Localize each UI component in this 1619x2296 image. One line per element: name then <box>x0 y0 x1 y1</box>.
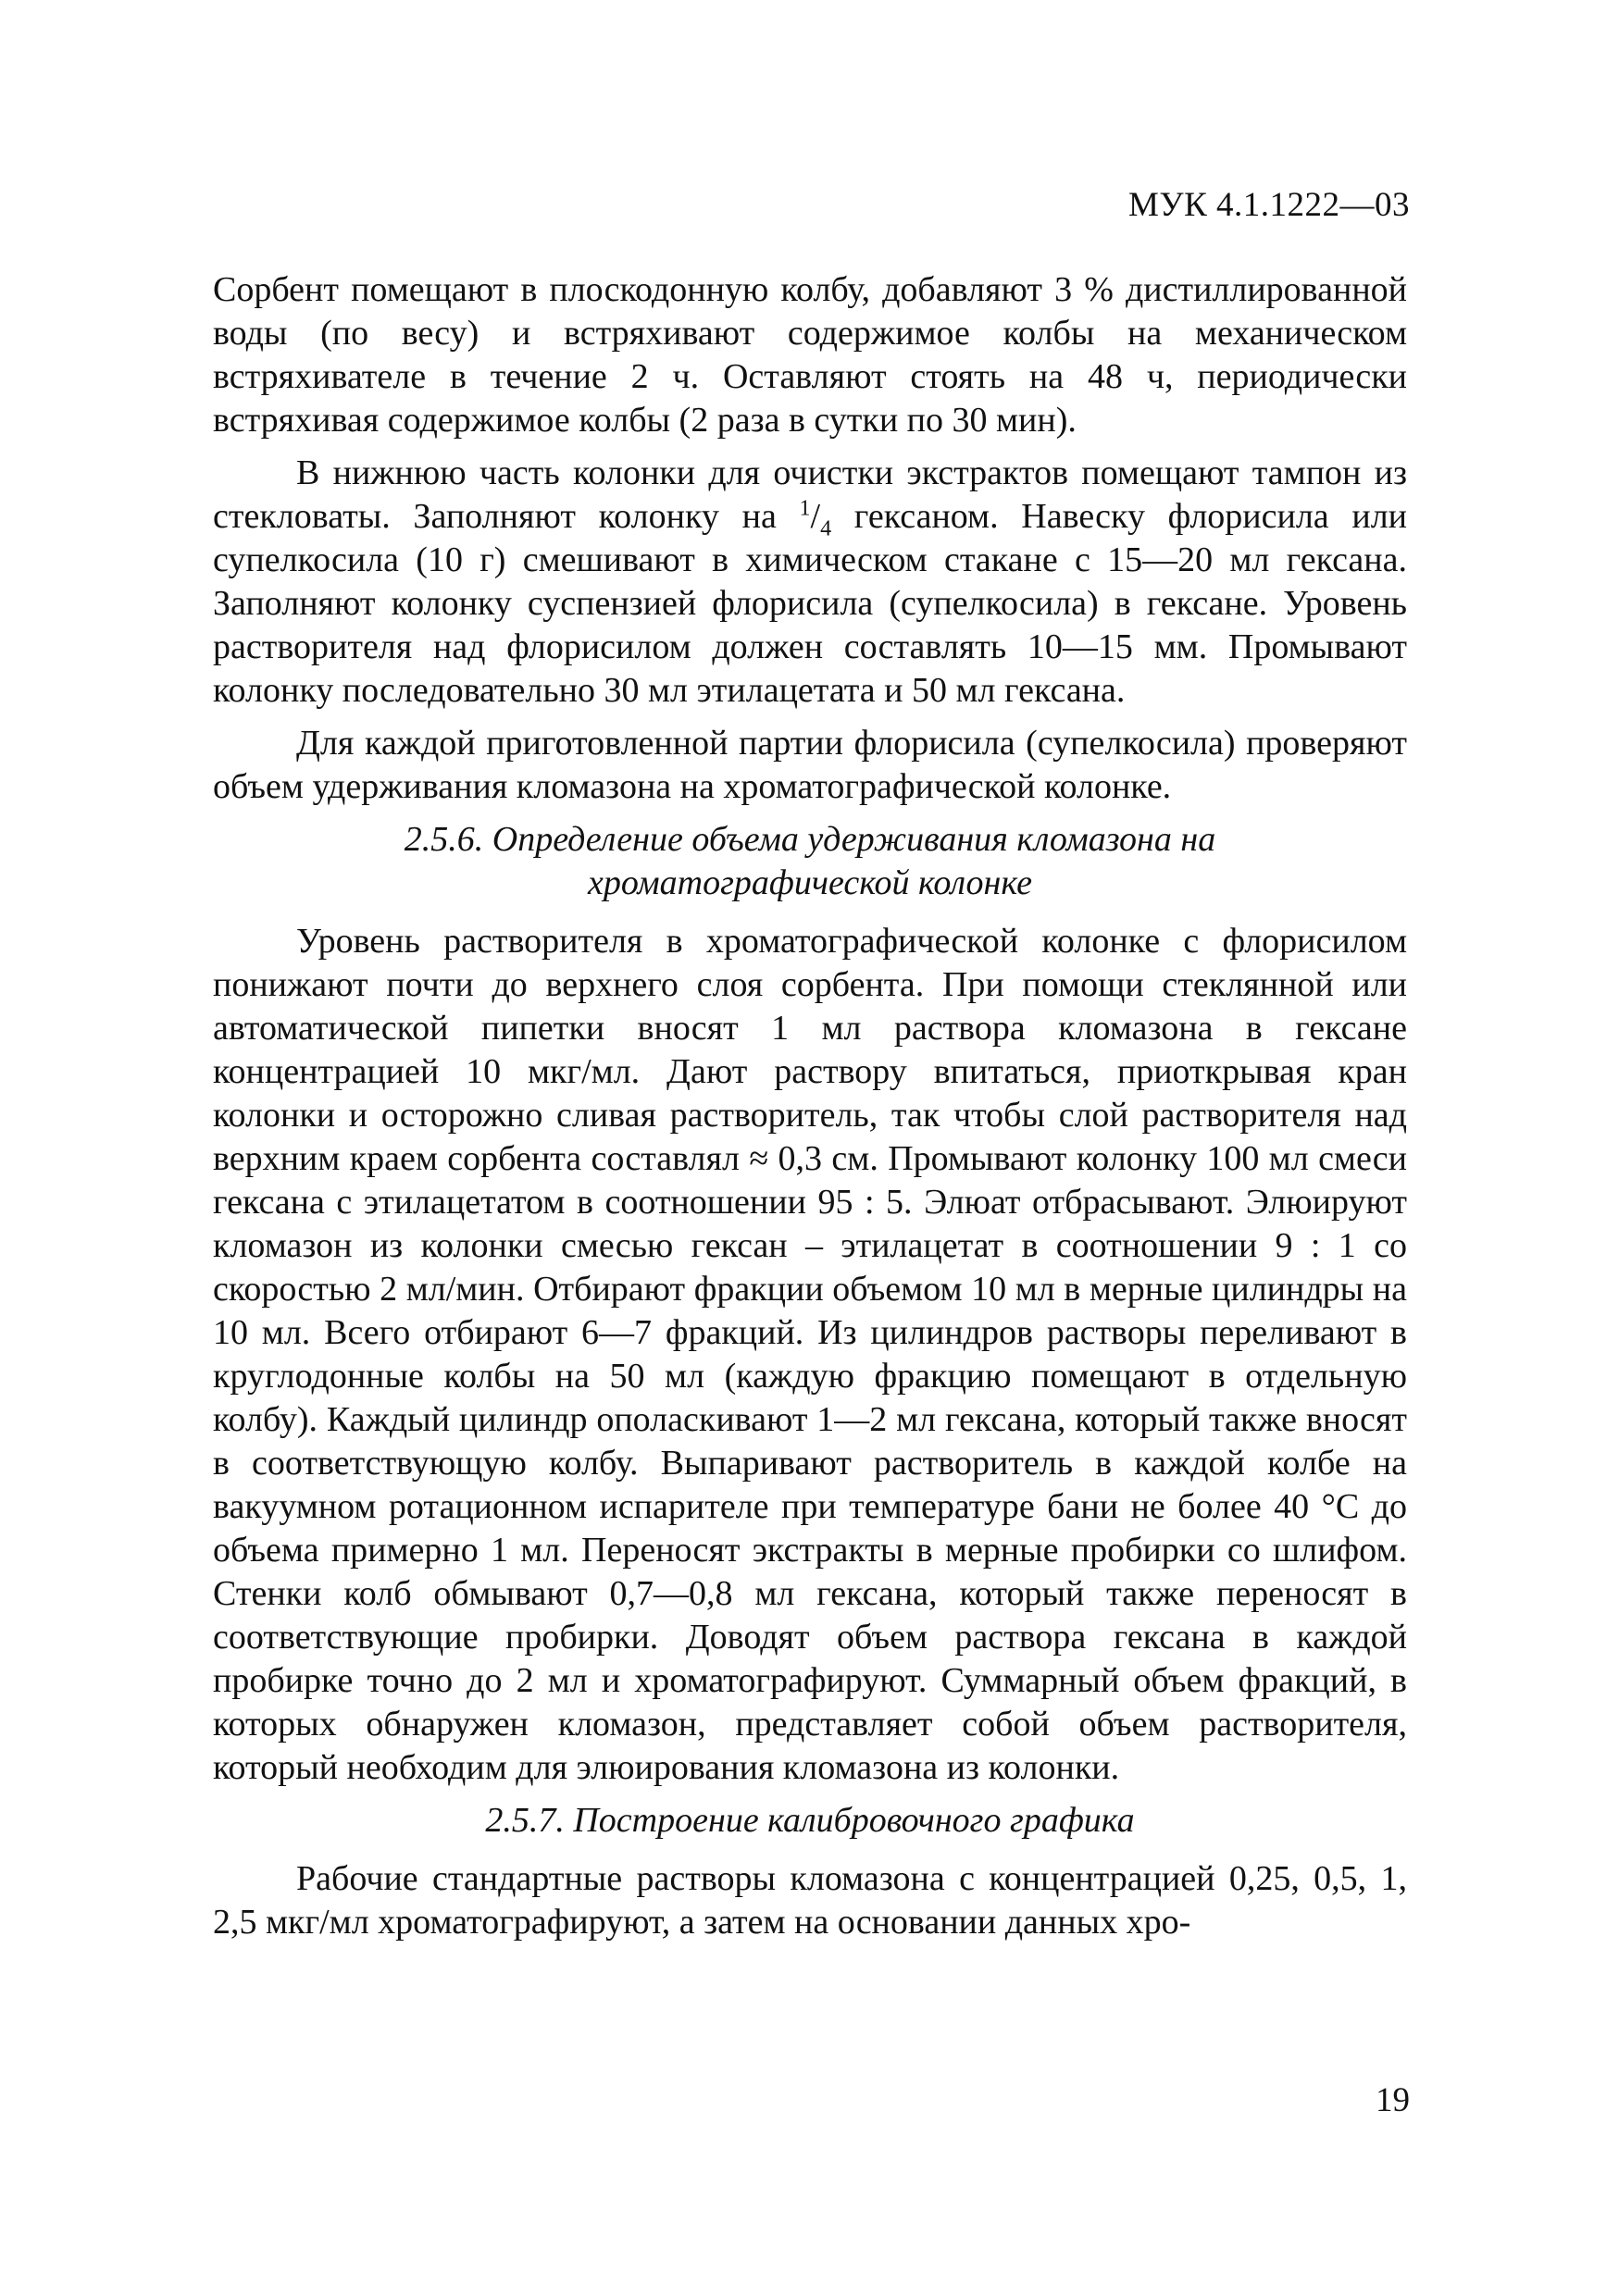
fraction-numerator: 1 <box>799 496 811 521</box>
paragraph-sorbent-preparation: Сорбент помещают в плоскодонную колбу, добавляют 3 % дистиллированной воды (по весу) и встряхивают содержимое колбы на механическом встряхивателе в течение 2 ч. Оставляют стоять на 48 ч, периодически встряхивая содержимое колбы (2 раза в сутки по 30 мин). <box>213 270 1407 440</box>
paragraph-column-filling <box>213 452 1407 713</box>
section-heading-2-5-7: 2.5.7. Построение калибровочного графика <box>485 1801 1135 1840</box>
paragraph-column-filling-text-1: В нижнюю часть колонки для очистки экстрактов помещают тампон из стекловаты. Заполняют колонку на <box>213 453 1407 536</box>
paragraph-retention-procedure: Уровень растворителя в хроматографической колонке с флорисилом понижают почти до верхнего слоя сорбента. При помощи стеклянной или автоматической пипетки вносят 1 мл раствора кломазона в гексане концентрацией 10 мкг/мл. Дают раствору впитаться, приоткрывая кран колонки и осторожно сливая растворитель, так чтобы слой растворителя над верхним краем сорбента составлял ≈ 0,3 см. Промывают колонку 100 мл смеси гексана с этилацетатом в соотношении 95 : 5. Элюат отбрасывают. Элюируют кломазон из колонки смесью гексан – этилацетат в соотношении 9 : 1 со скоростью 2 мл/мин. Отбирают фракции объемом 10 мл в мерные цилиндры на 10 мл. Всего отбирают 6—7 фракций. Из цилиндров растворы переливают в круглодонные колбы на 50 мл (каждую фракцию помещают в отдельную колбу). Каждый цилиндр ополаскивают 1—2 мл гексана, который также вносят в соответствующую колбу. Выпаривают растворитель в каждой колбе на вакуумном ротационном испарителе при температуре бани не более 40 °С до объема примерно 1 мл. Переносят экстракты в мерные пробирки со шлифом. Стенки колб обмывают 0,7—0,8 мл гексана, который также переносят в соответствующие пробирки. Доводят объем раствора гексана в каждой пробирке точно до 2 мл и хроматографируют. Суммарный объем фракций, в которых обнаружен кломазон, представляет собой объем растворителя, который необходим для элюирования кломазона из колонки. <box>213 922 1407 1787</box>
paragraph-calibration: Рабочие стандартные растворы кломазона с концентрацией 0,25, 0,5, 1, 2,5 мкг/мл хроматографируют, а затем на основании данных хро- <box>213 1859 1407 1942</box>
paragraph-column-filling-text-2: гексаном. Навеску флорисила или супелкосила (10 г) смешивают в химическом стакане с 15—20 мл гексана. Заполняют колонку суспензией флорисила (супелкосила) в гексане. Уровень растворителя над флорисилом должен составлять 10—15 мм. Промывают колонку последовательно 30 мл этилацетата и 50 мл гексана. <box>213 497 1407 710</box>
fraction-slash: / <box>810 497 821 536</box>
document-code-header: МУК 4.1.1222—03 <box>1127 186 1410 224</box>
paragraph-retention-check: Для каждой приготовленной партии флорисила (супелкосила) проверяют объем удерживания кломазона на хроматографической колонке. <box>213 724 1407 806</box>
fraction-denominator: 4 <box>820 516 832 541</box>
section-heading-2-5-6: 2.5.6. Определение объема удерживания кломазона на хроматографической колонке <box>404 820 1216 902</box>
page-body <box>213 268 1407 1954</box>
page-number: 19 <box>1376 2081 1410 2119</box>
